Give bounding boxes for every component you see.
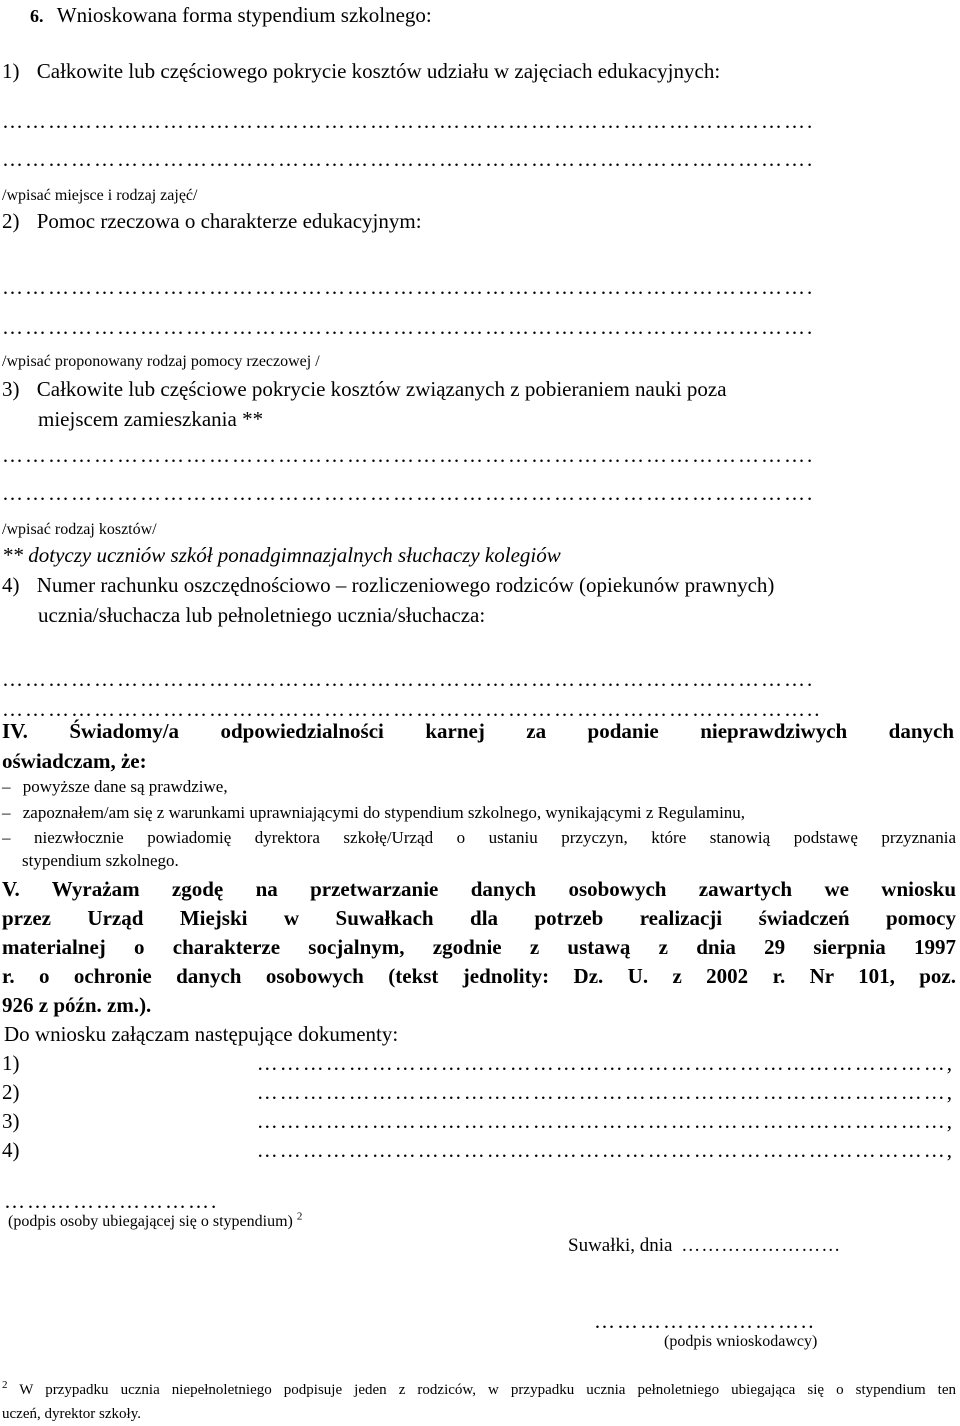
item-3-hint: /wpisać rodzaj kosztów/ <box>2 521 157 538</box>
attachment-2-label: 2) <box>2 1080 20 1104</box>
item-1-label: 1) <box>2 59 20 83</box>
account-number-fill-line-2[interactable]: …………………………………………………………………………………………….. <box>2 698 822 720</box>
section-4-number: IV. <box>2 719 28 743</box>
dash-icon: – <box>2 828 11 847</box>
section-6-heading <box>30 2 432 29</box>
item-2-hint: /wpisać proponowany rodzaj pomocy rzeczowej / <box>2 353 320 370</box>
footnote-line-2: uczeń, dyrektor szkoły. <box>2 1406 141 1422</box>
item-3-note: ** dotyczy uczniów szkół ponadgimnazjalnych słuchaczy kolegiów <box>2 543 561 567</box>
statement-2-text: zapoznałem/am się z warunkami uprawniającymi do stypendium szkolnego, wynikającymi z Regulaminu, <box>22 803 746 822</box>
statement-3-cont: stypendium szkolnego. <box>22 851 179 870</box>
footnote-text-1: W przypadku ucznia niepełnoletniego podpisuje jeden z rodziców, w przypadku ucznia pełnoletniego ubiegająca się o stypendium ten <box>19 1382 956 1398</box>
item-1-text: Całkowite lub częściowego pokrycie kosztów udziału w zajęciach edukacyjnych: <box>36 59 721 83</box>
item-1 <box>2 58 720 84</box>
attachment-3-field[interactable]: ………………………………………………………………………………, <box>256 1110 954 1132</box>
section-6-title: Wnioskowana forma stypendium szkolnego: <box>56 3 432 27</box>
footnote-mark: 2 <box>2 1380 8 1391</box>
requester-signature-label: (podpis wnioskodawcy) <box>664 1333 818 1350</box>
statement-3 <box>2 827 956 849</box>
item-2-label: 2) <box>2 209 20 233</box>
applicant-signature-label <box>8 1212 302 1232</box>
footnote-number <box>2 1382 8 1398</box>
attachment-4-label: 4) <box>2 1138 20 1162</box>
item-4-label: 4) <box>2 573 20 597</box>
item-2-text: Pomoc rzeczowa o charakterze edukacyjnym: <box>36 209 422 233</box>
dash-icon: – <box>2 777 11 796</box>
item-1-fill-line-1[interactable]: ……………………………………………………………………………………………. <box>2 110 815 132</box>
item-3-text-2: miejscem zamieszkania ** <box>38 407 264 431</box>
section-5-line-2: przez Urząd Miejski w Suwałkach dla potrzeb realizacji świadczeń pomocy <box>2 906 956 930</box>
item-1-hint: /wpisać miejsce i rodzaj zajęć/ <box>2 187 198 204</box>
attachment-1-label: 1) <box>2 1051 20 1075</box>
item-4-text-1: Numer rachunku oszczędnościowo – rozliczeniowego rodziców (opiekunów prawnych) <box>36 573 775 597</box>
attachments-intro: Do wniosku załączam następujące dokumenty: <box>4 1022 399 1046</box>
item-3-line-1 <box>2 376 727 402</box>
section-5-line-1 <box>2 876 956 902</box>
item-3-fill-line-2[interactable]: ……………………………………………………………………………………………. <box>2 482 815 504</box>
item-2-fill-line-2[interactable]: ……………………………………………………………………………………………. <box>2 316 815 338</box>
place-date <box>568 1235 841 1257</box>
section-5-text-1: Wyrażam zgodę na przetwarzanie danych osobowych zawartych we wniosku <box>51 877 956 901</box>
date-field[interactable]: …………………… <box>681 1235 842 1256</box>
attachment-1-field[interactable]: ………………………………………………………………………………, <box>256 1052 954 1074</box>
section-6-number: 6. <box>30 6 44 26</box>
item-2 <box>2 208 422 234</box>
statement-1 <box>2 776 228 798</box>
footnote-ref: 2 <box>296 1210 303 1223</box>
item-4-text-2: ucznia/słuchacza lub pełnoletniego ucznia/słuchacza: <box>38 603 486 627</box>
applicant-signature-line[interactable]: ………………………. <box>4 1190 219 1212</box>
statement-3-text: niezwłocznie powiadomię dyrektora szkołę/Urząd o ustaniu przyczyn, które stanowią podstawę przyznania <box>34 828 956 847</box>
section-5-line-3: materialnej o charakterze socjalnym, zgodnie z ustawą z dnia 29 sierpnia 1997 <box>2 935 956 959</box>
dash-icon: – <box>2 803 11 822</box>
statement-2 <box>2 802 745 824</box>
section-4-heading-line-2: oświadczam, że: <box>2 749 147 773</box>
attachment-4-field[interactable]: ………………………………………………………………………………, <box>256 1139 954 1161</box>
section-5-line-4: r. o ochronie danych osobowych (tekst jednolity: Dz. U. z 2002 r. Nr 101, poz. <box>2 964 956 988</box>
item-3-text-1: Całkowite lub częściowe pokrycie kosztów związanych z pobieraniem nauki poza <box>36 377 727 401</box>
item-4-line-1 <box>2 572 774 598</box>
section-5-number: V. <box>2 877 20 901</box>
section-4-heading-text: Świadomy/a odpowiedzialności karnej za podanie nieprawdziwych danych <box>69 719 954 743</box>
attachment-3-label: 3) <box>2 1109 20 1133</box>
attachment-2-field[interactable]: ………………………………………………………………………………, <box>256 1081 954 1103</box>
item-3-fill-line-1[interactable]: ……………………………………………………………………………………………. <box>2 444 815 466</box>
requester-signature-line[interactable]: ……………………….. <box>594 1310 816 1332</box>
place-date-label: Suwałki, dnia <box>568 1235 673 1256</box>
applicant-signature-text: (podpis osoby ubiegającej się o stypendium) <box>8 1213 293 1230</box>
section-5-line-5: 926 z późn. zm.). <box>2 993 152 1017</box>
statement-1-text: powyższe dane są prawdziwe, <box>22 777 228 796</box>
item-1-fill-line-2[interactable]: ……………………………………………………………………………………………. <box>2 148 815 170</box>
item-2-fill-line-1[interactable]: ……………………………………………………………………………………………. <box>2 276 815 298</box>
account-number-fill-line-1[interactable]: ……………………………………………………………………………………………. <box>2 668 815 690</box>
item-3-label: 3) <box>2 377 20 401</box>
footnote-line-1 <box>2 1380 956 1400</box>
section-4-heading-line-1 <box>2 718 954 744</box>
